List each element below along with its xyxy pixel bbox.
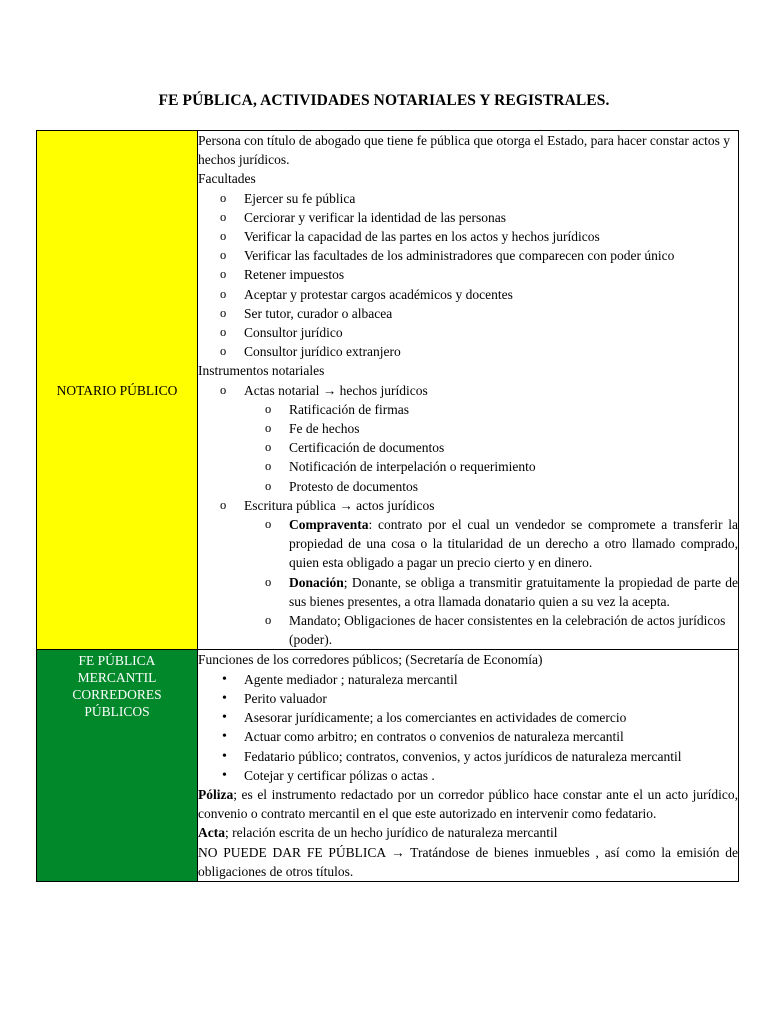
mercantil-label-cell xyxy=(37,650,198,881)
list-item: o Cerciorar y verificar la identidad de las personas xyxy=(198,208,738,227)
instrumentos-list xyxy=(198,381,738,650)
list-item: o Ratificación de firmas xyxy=(198,400,738,419)
term: Compraventa xyxy=(289,517,369,533)
funciones-list xyxy=(198,670,738,785)
mercantil-content-cell xyxy=(198,650,739,881)
list-item: • Perito valuador xyxy=(198,689,738,708)
term-separator: ; xyxy=(343,574,348,590)
restriction-note: NO PUEDE DAR FE PÚBLICA → Tratándose de bienes inmuebles , así como la emisión de obligaciones de otros títulos. xyxy=(198,844,738,879)
mercantil-row xyxy=(37,650,739,881)
list-item: • Agente mediador ; naturaleza mercantil xyxy=(198,670,738,689)
notario-content-cell xyxy=(198,131,739,650)
list-item xyxy=(198,381,738,496)
mercantil-label-line: FE PÚBLICA xyxy=(78,653,156,669)
list-item xyxy=(198,496,738,650)
notario-row xyxy=(37,131,739,650)
list-item: o Fe de hechos xyxy=(198,419,738,438)
list-item: o Aceptar y protestar cargos académicos y docentes xyxy=(198,285,738,304)
poliza-definition xyxy=(198,785,738,823)
list-item: • Actuar como arbitro; en contratos o convenios de naturaleza mercantil xyxy=(198,727,738,746)
list-item: • Fedatario público; contratos, convenios, y actos jurídicos de naturaleza mercantil xyxy=(198,747,738,766)
acta-definition xyxy=(198,823,738,842)
mercantil-label-line: MERCANTIL xyxy=(77,670,157,686)
list-item: o Consultor jurídico xyxy=(198,323,738,342)
instrumentos-heading: Instrumentos notariales xyxy=(198,363,325,379)
list-item: o Consultor jurídico extranjero xyxy=(198,342,738,361)
list-item: • Cotejar y certificar pólizas o actas . xyxy=(198,766,738,785)
mercantil-label-line: PÚBLICOS xyxy=(84,704,150,720)
list-item xyxy=(198,515,738,573)
list-item: o Protesto de documentos xyxy=(198,477,738,496)
notario-label: NOTARIO PÚBLICO xyxy=(56,382,178,398)
term: Donación xyxy=(289,574,344,590)
document-title: FE PÚBLICA, ACTIVIDADES NOTARIALES Y REGISTRALES. xyxy=(158,92,610,109)
list-item: o Ser tutor, curador o albacea xyxy=(198,304,738,323)
funciones-heading: Funciones de los corredores públicos; (Secretaría de Economía) xyxy=(198,652,543,668)
acta-text: ; relación escrita de un hecho jurídico de naturaleza mercantil xyxy=(225,825,558,841)
definition: Donante, se obliga a transmitir gratuitamente la propiedad de parte de sus bienes presentes, a otra llamada donatario quien a su vez la acepta. xyxy=(289,574,738,609)
list-item xyxy=(198,573,738,611)
term-separator: : xyxy=(368,517,373,533)
list-item: • Asesorar jurídicamente; a los comerciantes en actividades de comercio xyxy=(198,708,738,727)
actas-list xyxy=(198,400,738,496)
definition: Mandato; Obligaciones de hacer consistentes en la celebración de actos jurídicos (poder). xyxy=(289,613,726,648)
escritura-list xyxy=(198,515,738,649)
list-item: o Ejercer su fe pública xyxy=(198,189,738,208)
facultades-heading: Facultades xyxy=(198,171,256,187)
notario-intro: Persona con título de abogado que tiene fe pública que otorga el Estado, para hacer constar actos y hechos jurídicos. xyxy=(198,133,731,168)
mercantil-label-line: CORREDORES xyxy=(72,687,162,703)
list-item: o Verificar la capacidad de las partes en los actos y hechos jurídicos xyxy=(198,227,738,246)
list-item: o Verificar las facultades de los administradores que comparecen con poder único xyxy=(198,246,738,265)
content-table xyxy=(36,130,739,882)
poliza-text: ; es el instrumento redactado por un corredor público hace constar ante el un acto jurídico, convenio o contrato mercantil en el que este autorizado en intervenir como fedatario. xyxy=(198,786,738,822)
list-item: o Notificación de interpelación o requerimiento xyxy=(198,457,738,476)
escritura-label: Escritura pública → actos jurídicos xyxy=(244,497,435,513)
definition: contrato por el cual un vendedor se compromete a transferir la propiedad de una cosa o la titularidad de un derecho a otro llamado comprado, quien esta obligado a pagar un precio cierto y en dinero. xyxy=(289,517,738,571)
notario-label-cell xyxy=(37,131,198,650)
list-item: o Retener impuestos xyxy=(198,265,738,284)
poliza-term: Póliza xyxy=(198,786,234,802)
actas-label: Actas notarial → hechos jurídicos xyxy=(244,382,428,398)
facultades-list xyxy=(198,189,738,362)
list-item: o Certificación de documentos xyxy=(198,438,738,457)
acta-term: Acta xyxy=(198,825,225,841)
list-item xyxy=(198,611,738,649)
